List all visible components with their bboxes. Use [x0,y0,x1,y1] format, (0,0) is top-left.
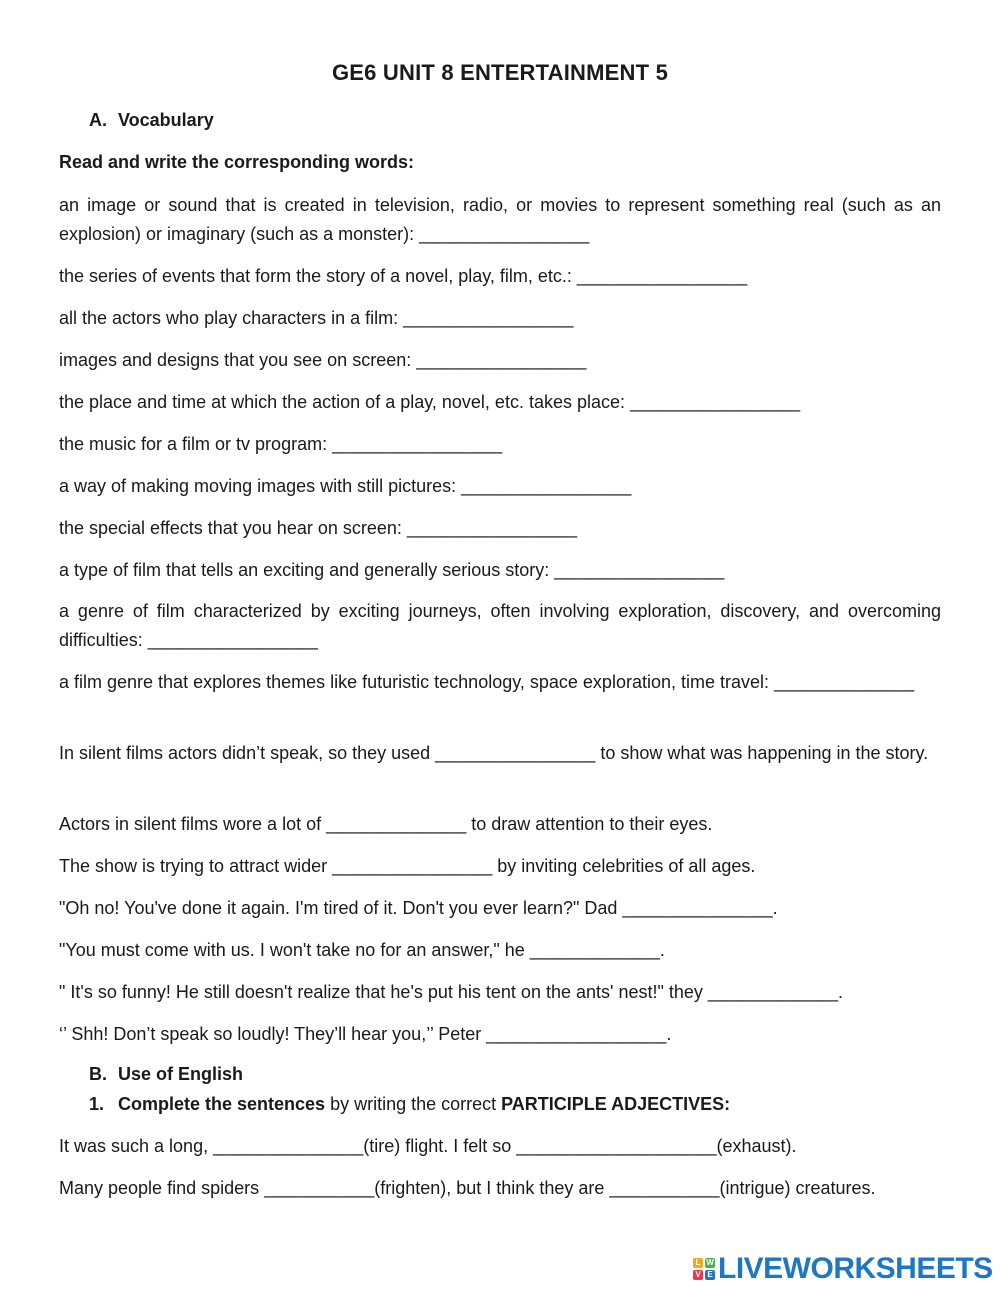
vocab-item: " It's so funny! He still doesn't realize that he's put his tent on the ants' nest!" they _____________. [59,982,844,1002]
liveworksheets-logo [693,1253,993,1285]
vocab-item: In silent films actors didn’t speak, so they used ________________ to show what was happening in the story. [59,743,929,763]
subsection-1-bold-tail: PARTICIPLE ADJECTIVES: [501,1094,731,1114]
vocab-item: a film genre that explores themes like futuristic technology, space exploration, time travel: ______________ [59,672,915,692]
logo-mark-tile: L [693,1258,703,1268]
instruction: Read and write the corresponding words: [59,152,415,172]
vocab-item: "Oh no! You've done it again. I'm tired of it. Don't you ever learn?" Dad _______________. [59,898,778,918]
vocab-item: a genre of film characterized by exciting journeys, often involving exploration, discovery, and overcoming difficulties: _________________ [59,601,941,650]
vocab-item: images and designs that you see on screen: _________________ [59,350,587,370]
section-b-label: Use of English [118,1064,244,1084]
section-b-heading [89,1064,243,1085]
vocab-item: "You must come with us. I won't take no for an answer," he _____________. [59,940,665,960]
logo-mark-tile: V [693,1270,703,1280]
use-of-english-item: Many people find spiders ___________(frighten), but I think they are ___________(intrigue) creatures. [59,1178,876,1198]
vocab-item: a type of film that tells an exciting and generally serious story: _________________ [59,560,725,580]
liveworksheets-logo-text: LIVEWORKSHEETS [718,1252,993,1285]
vocab-item: ‘’ Shh! Don’t speak so loudly! They’ll hear you,’’ Peter __________________. [59,1024,672,1044]
logo-mark-tile: E [705,1270,715,1280]
subsection-1-instruction [89,1094,730,1115]
vocab-item: the special effects that you hear on screen: _________________ [59,518,578,538]
vocab-item: a way of making moving images with still pictures: _________________ [59,476,632,496]
logo-mark-tile: W [706,1258,714,1267]
vocab-item: Actors in silent films wore a lot of ______________ to draw attention to their eyes. [59,814,713,834]
section-a-label: Vocabulary [118,110,214,130]
section-b-number: B. [89,1064,107,1084]
vocab-item: all the actors who play characters in a film: _________________ [59,308,574,328]
subsection-1-bold-lead: Complete the sentences [118,1094,326,1114]
vocab-item: an image or sound that is created in television, radio, or movies to represent something real (such as an explosion) or imaginary (such as a monster): _________________ [59,195,941,244]
subsection-1-number: 1. [89,1094,105,1114]
subsection-1-middle: by writing the correct [325,1094,502,1114]
section-a-number: A. [89,110,107,130]
page-title: GE6 UNIT 8 ENTERTAINMENT 5 [331,60,669,85]
vocab-item: the music for a film or tv program: _________________ [59,434,503,454]
vocab-item: The show is trying to attract wider ________________ by inviting celebrities of all ages. [59,856,756,876]
vocab-item: the series of events that form the story of a novel, play, film, etc.: _________________ [59,266,748,286]
section-a-heading [89,110,214,131]
use-of-english-item: It was such a long, _______________(tire) flight. I felt so ____________________(exhaust). [59,1136,797,1156]
vocab-item: the place and time at which the action of a play, novel, etc. takes place: _________________ [59,392,801,412]
liveworksheets-logo-mark [693,1258,715,1280]
